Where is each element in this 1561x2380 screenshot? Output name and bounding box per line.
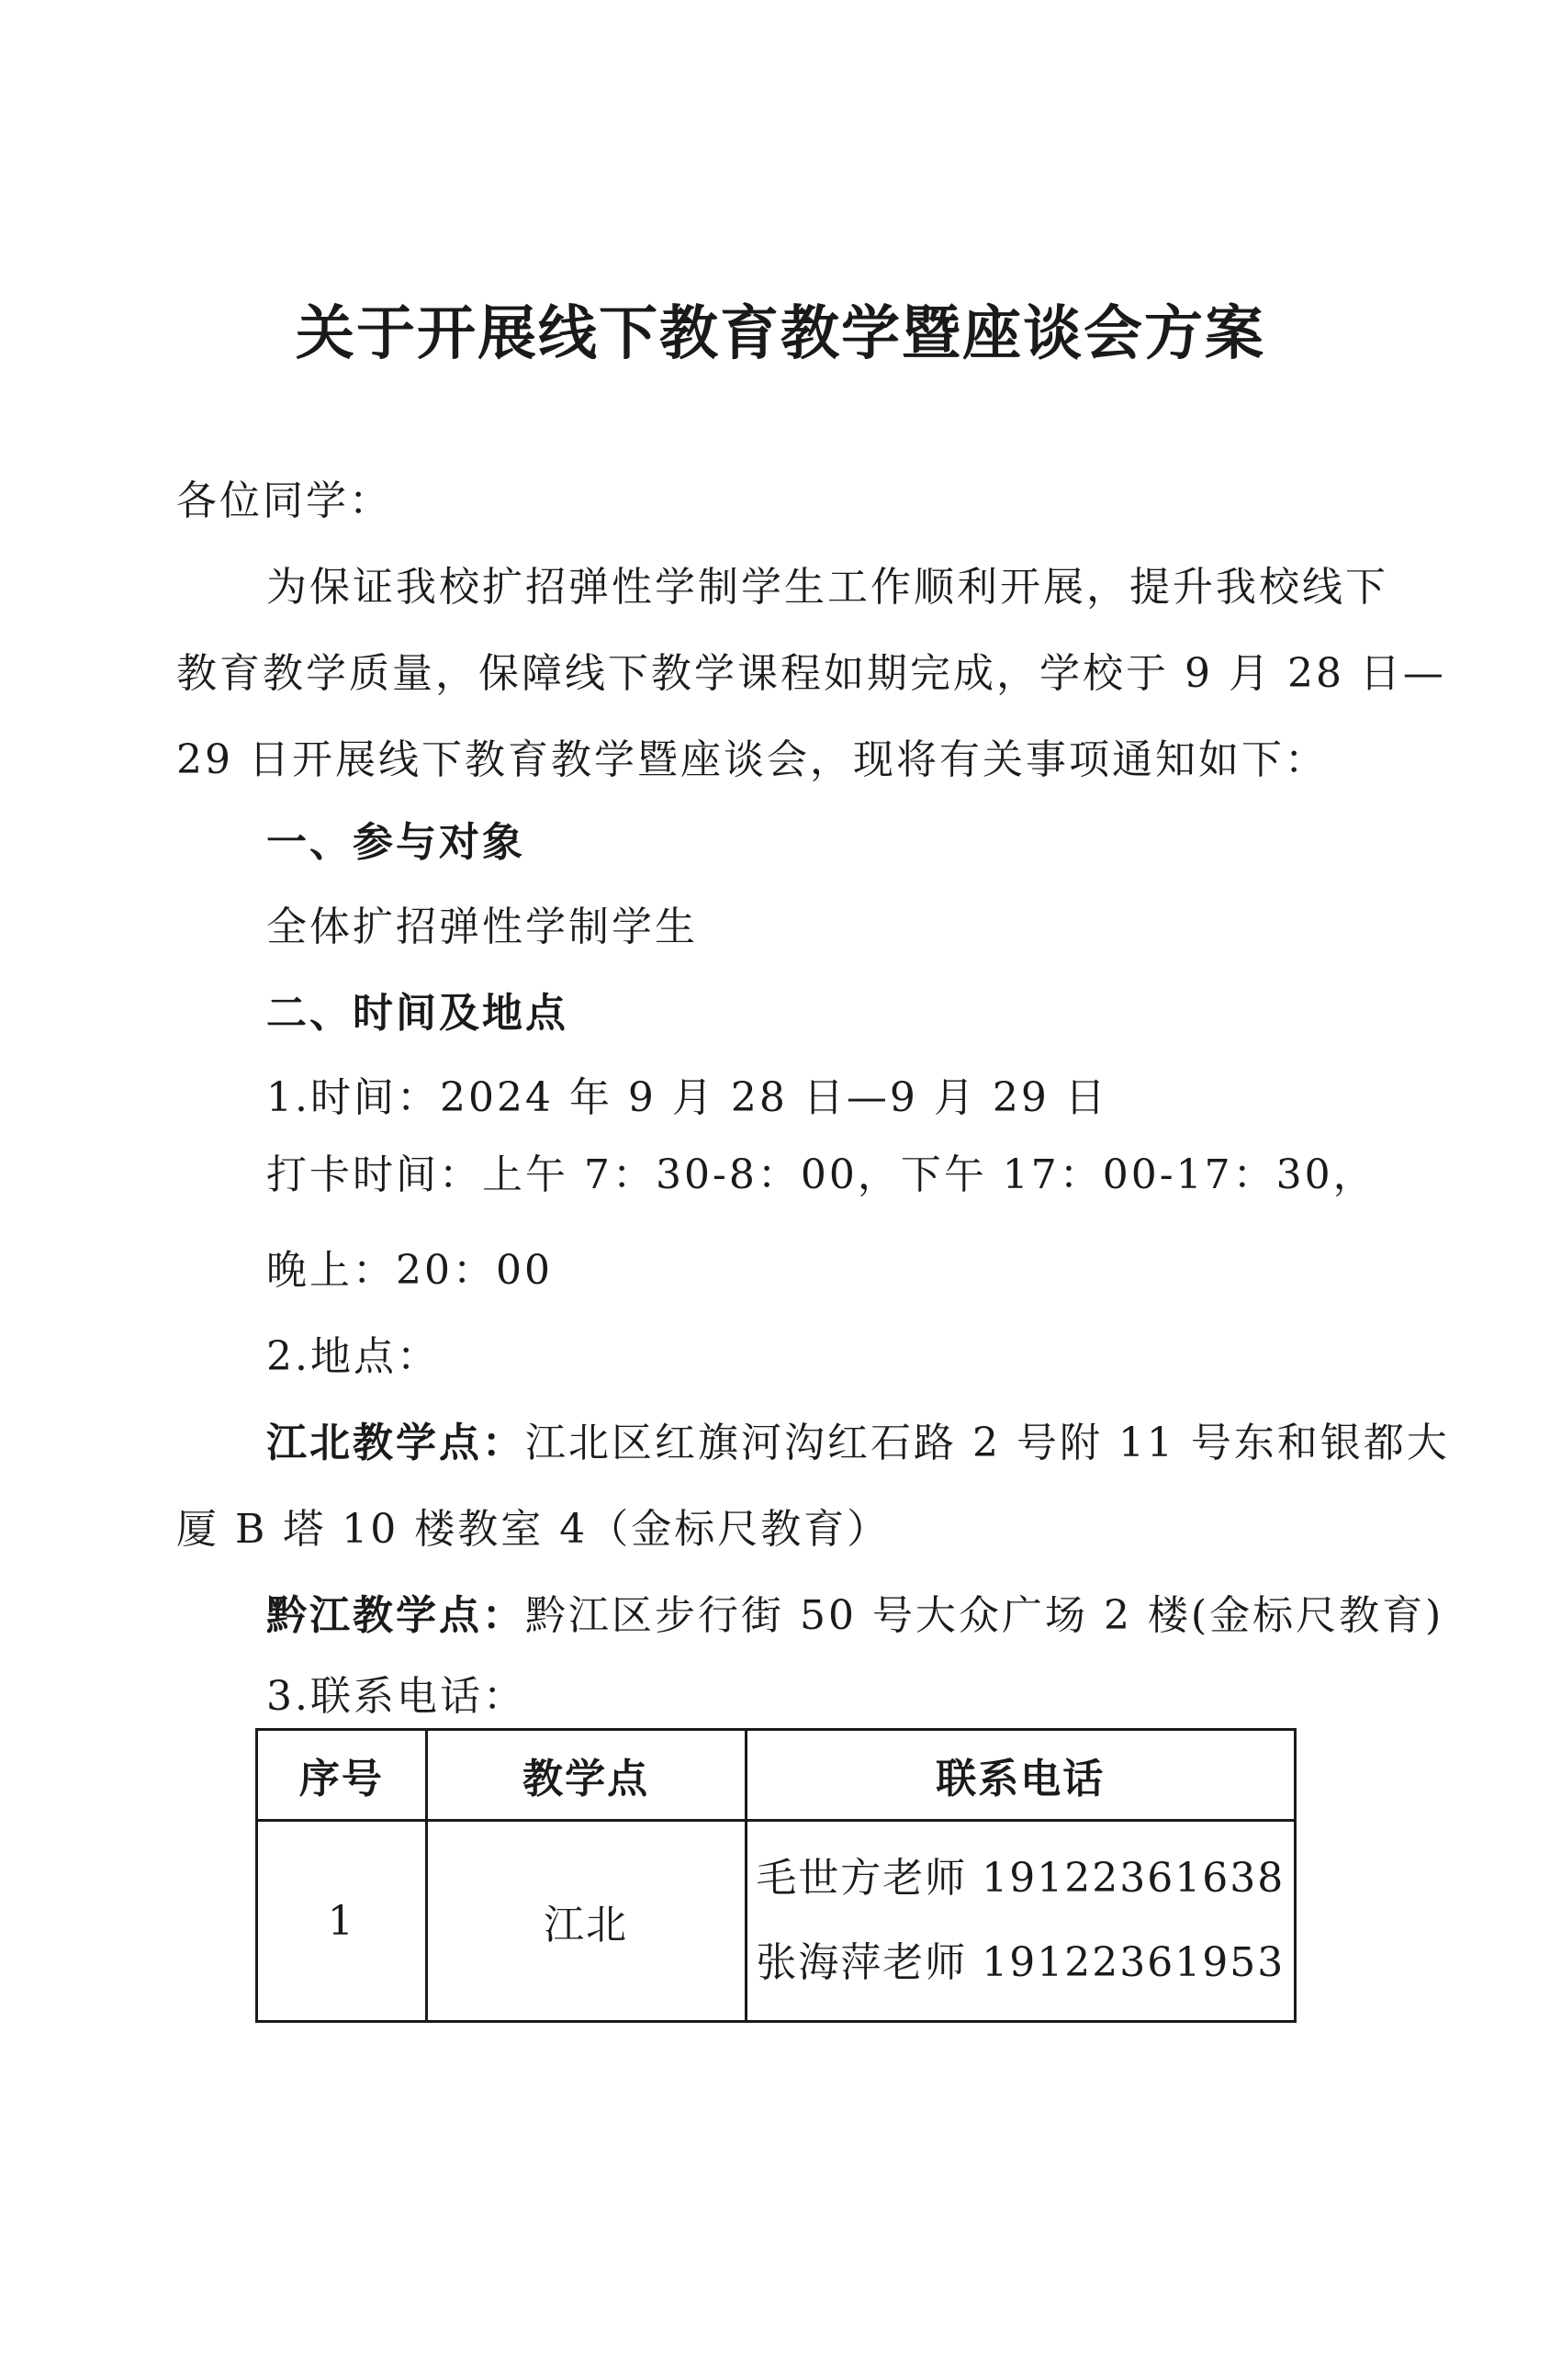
intro-line-2: 教育教学质量，保障线下教学课程如期完成，学校于 9 月 28 日— <box>176 650 1446 697</box>
qianjiang-address: 黔江区步行街 50 号大众广场 2 楼(金标尺教育) <box>525 1592 1444 1639</box>
intro-line-3: 29 日开展线下教育教学暨座谈会，现将有关事项通知如下： <box>176 736 1328 783</box>
header-no: 序号 <box>257 1730 427 1821</box>
qianjiang-label: 黔江教学点： <box>266 1592 525 1639</box>
table-row <box>257 1821 1296 2022</box>
header-phone: 联系电话 <box>746 1730 1295 1821</box>
intro-line-1: 为保证我校扩招弹性学制学生工作顺利开展，提升我校线下 <box>266 564 1388 611</box>
row-contacts <box>746 1821 1295 2022</box>
table-header-row <box>257 1730 1296 1821</box>
jiangbei-address-2: 厦 B 塔 10 楼教室 4（金标尺教育） <box>176 1506 891 1553</box>
jiangbei-location <box>266 1418 1450 1469</box>
jiangbei-label: 江北教学点： <box>266 1420 525 1466</box>
section-2-heading: 二、时间及地点 <box>266 990 568 1037</box>
time-line: 1.时间：2024 年 9 月 28 日—9 月 29 日 <box>266 1074 1108 1121</box>
checkin-line-2: 晚上：20：00 <box>266 1247 553 1294</box>
row-site: 江北 <box>426 1821 746 2022</box>
section-1-content: 全体扩招弹性学制学生 <box>266 904 698 950</box>
contact-entry: 张海萍老师 19122361953 <box>756 1939 1286 1986</box>
jiangbei-address-1: 江北区红旗河沟红石路 2 号附 11 号东和银都大 <box>525 1420 1450 1466</box>
checkin-line-1: 打卡时间：上午 7：30-8：00，下午 17：00-17：30， <box>266 1151 1376 1198</box>
row-no: 1 <box>257 1821 427 2022</box>
contact-table <box>255 1728 1297 2023</box>
document-title: 关于开展线下教育教学暨座谈会方案 <box>296 300 1265 368</box>
location-heading: 2.地点： <box>266 1333 440 1380</box>
contact-entry: 毛世方老师 19122361638 <box>756 1855 1286 1902</box>
header-site: 教学点 <box>426 1730 746 1821</box>
contact-heading: 3.联系电话： <box>266 1673 526 1720</box>
qianjiang-location <box>266 1590 1443 1642</box>
section-1-heading: 一、参与对象 <box>266 819 525 866</box>
salutation: 各位同学： <box>176 477 392 524</box>
